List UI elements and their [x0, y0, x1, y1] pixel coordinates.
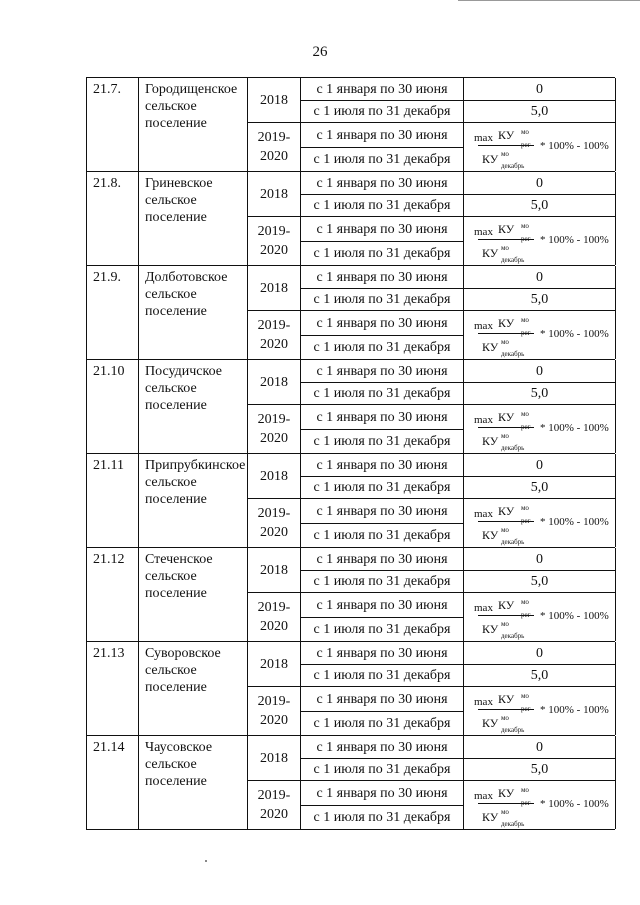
formula-denominator: КУ [482, 340, 499, 354]
formula-numerator-sub: рег [521, 423, 531, 431]
settlement-block [86, 77, 615, 171]
settlement-name: Чаусовское сельское поселение [139, 736, 248, 829]
formula-numerator-sup: мо [521, 316, 529, 324]
formula-denominator: КУ [482, 810, 499, 824]
formula-numerator-sup: мо [521, 410, 529, 418]
growth-formula [464, 499, 616, 547]
value-second-half: 5,0 [464, 571, 616, 593]
period-first-half: с 1 января по 30 июня [301, 360, 464, 383]
settlement-name: Долботовское сельское поселение [139, 266, 248, 359]
settlement-block [86, 453, 615, 547]
settlement-name: Городищенское сельское поселение [139, 78, 248, 171]
year-2019-2020: 2019- 2020 [248, 311, 301, 359]
period-second-half: с 1 июля по 31 декабря [301, 524, 464, 547]
formula-numerator-sub: рег [521, 329, 531, 337]
formula-max: max [474, 790, 493, 802]
year-2019-2020: 2019- 2020 [248, 499, 301, 547]
formula-numerator-sub: рег [521, 235, 531, 243]
year-2018: 2018 [248, 172, 301, 217]
value-second-half: 5,0 [464, 289, 616, 311]
formula-numerator: КУ [498, 598, 515, 612]
year-2018: 2018 [248, 360, 301, 405]
formula-denominator-sup: мо [501, 150, 509, 158]
formula-denominator-sub: декабрь [501, 444, 525, 452]
period-second-half: с 1 июля по 31 декабря [301, 712, 464, 735]
period-second-half: с 1 июля по 31 декабря [301, 759, 464, 781]
period-first-half: с 1 января по 30 июня [301, 593, 464, 618]
period-first-half: с 1 января по 30 июня [301, 687, 464, 712]
formula-max: max [474, 508, 493, 520]
settlement-block [86, 547, 615, 641]
year-2018: 2018 [248, 266, 301, 311]
scan-speck [205, 860, 207, 862]
formula-denominator-sup: мо [501, 808, 509, 816]
period-second-half: с 1 июля по 31 декабря [301, 289, 464, 311]
period-first-half: с 1 января по 30 июня [301, 78, 464, 101]
value-first-half: 0 [464, 360, 616, 383]
period-second-half: с 1 июля по 31 декабря [301, 336, 464, 359]
formula-denominator-sub: декабрь [501, 538, 525, 546]
row-number: 21.12 [87, 548, 139, 641]
formula-numerator: КУ [498, 128, 515, 142]
formula-numerator: КУ [498, 410, 515, 424]
row-number: 21.8. [87, 172, 139, 265]
formula-denominator: КУ [482, 246, 499, 260]
settlement-name: Гриневское сельское поселение [139, 172, 248, 265]
settlement-block [86, 359, 615, 453]
row-number: 21.11 [87, 454, 139, 547]
formula-numerator-sub: рег [521, 141, 531, 149]
settlement-block [86, 735, 615, 830]
period-first-half: с 1 января по 30 июня [301, 454, 464, 477]
row-number: 21.7. [87, 78, 139, 171]
period-second-half: с 1 июля по 31 декабря [301, 477, 464, 499]
tariff-table [86, 77, 615, 830]
period-first-half: с 1 января по 30 июня [301, 266, 464, 289]
formula-numerator-sup: мо [521, 128, 529, 136]
formula-denominator: КУ [482, 622, 499, 636]
year-2018: 2018 [248, 454, 301, 499]
period-first-half: с 1 января по 30 июня [301, 123, 464, 148]
formula-numerator: КУ [498, 222, 515, 236]
formula-denominator-sub: декабрь [501, 256, 525, 264]
formula-denominator: КУ [482, 528, 499, 542]
growth-formula [464, 593, 616, 641]
growth-formula [464, 217, 616, 265]
formula-numerator-sup: мо [521, 222, 529, 230]
period-first-half: с 1 января по 30 июня [301, 217, 464, 242]
value-first-half: 0 [464, 548, 616, 571]
row-number: 21.9. [87, 266, 139, 359]
year-2018: 2018 [248, 548, 301, 593]
period-second-half: с 1 июля по 31 декабря [301, 618, 464, 641]
period-second-half: с 1 июля по 31 декабря [301, 101, 464, 123]
period-first-half: с 1 января по 30 июня [301, 736, 464, 759]
settlement-block [86, 641, 615, 735]
value-first-half: 0 [464, 172, 616, 195]
period-first-half: с 1 января по 30 июня [301, 548, 464, 571]
settlement-name: Посудичское сельское поселение [139, 360, 248, 453]
formula-percent: * 100% - 100% [540, 328, 609, 340]
year-2019-2020: 2019- 2020 [248, 123, 301, 171]
settlement-name: Стеченское сельское поселение [139, 548, 248, 641]
formula-denominator-sup: мо [501, 432, 509, 440]
year-2019-2020: 2019- 2020 [248, 593, 301, 641]
formula-numerator: КУ [498, 316, 515, 330]
formula-max: max [474, 602, 493, 614]
row-number: 21.14 [87, 736, 139, 829]
formula-percent: * 100% - 100% [540, 140, 609, 152]
growth-formula [464, 311, 616, 359]
formula-numerator-sup: мо [521, 786, 529, 794]
year-2018: 2018 [248, 736, 301, 781]
period-second-half: с 1 июля по 31 декабря [301, 148, 464, 171]
formula-denominator-sup: мо [501, 620, 509, 628]
period-second-half: с 1 июля по 31 декабря [301, 665, 464, 687]
settlement-name: Суворовское сельское поселение [139, 642, 248, 735]
row-number: 21.13 [87, 642, 139, 735]
value-first-half: 0 [464, 736, 616, 759]
year-2018: 2018 [248, 642, 301, 687]
period-second-half: с 1 июля по 31 декабря [301, 195, 464, 217]
formula-max: max [474, 414, 493, 426]
formula-numerator-sub: рег [521, 705, 531, 713]
value-first-half: 0 [464, 454, 616, 477]
period-first-half: с 1 января по 30 июня [301, 499, 464, 524]
value-second-half: 5,0 [464, 665, 616, 687]
year-2018: 2018 [248, 78, 301, 123]
formula-denominator: КУ [482, 716, 499, 730]
formula-denominator-sub: декабрь [501, 820, 525, 828]
settlement-block [86, 171, 615, 265]
settlement-block [86, 265, 615, 359]
value-second-half: 5,0 [464, 759, 616, 781]
page-number: 26 [312, 44, 328, 60]
value-second-half: 5,0 [464, 383, 616, 405]
formula-numerator: КУ [498, 504, 515, 518]
period-second-half: с 1 июля по 31 декабря [301, 242, 464, 265]
formula-numerator-sup: мо [521, 692, 529, 700]
top-edge-line [458, 0, 640, 3]
period-second-half: с 1 июля по 31 декабря [301, 383, 464, 405]
formula-percent: * 100% - 100% [540, 422, 609, 434]
formula-denominator-sup: мо [501, 338, 509, 346]
formula-percent: * 100% - 100% [540, 704, 609, 716]
formula-denominator-sub: декабрь [501, 632, 525, 640]
period-second-half: с 1 июля по 31 декабря [301, 806, 464, 829]
formula-numerator-sup: мо [521, 598, 529, 606]
period-first-half: с 1 января по 30 июня [301, 781, 464, 806]
value-second-half: 5,0 [464, 101, 616, 123]
year-2019-2020: 2019- 2020 [248, 217, 301, 265]
formula-denominator-sub: декабрь [501, 162, 525, 170]
formula-max: max [474, 696, 493, 708]
year-2019-2020: 2019- 2020 [248, 781, 301, 829]
formula-denominator-sub: декабрь [501, 726, 525, 734]
settlement-name: Припрубкинское сельское поселение [139, 454, 248, 547]
formula-max: max [474, 132, 493, 144]
formula-denominator-sup: мо [501, 714, 509, 722]
value-first-half: 0 [464, 642, 616, 665]
year-2019-2020: 2019- 2020 [248, 687, 301, 735]
growth-formula [464, 687, 616, 735]
growth-formula [464, 781, 616, 829]
formula-numerator-sub: рег [521, 517, 531, 525]
row-number: 21.10 [87, 360, 139, 453]
value-first-half: 0 [464, 266, 616, 289]
value-second-half: 5,0 [464, 477, 616, 499]
period-second-half: с 1 июля по 31 декабря [301, 571, 464, 593]
formula-denominator-sub: декабрь [501, 350, 525, 358]
value-second-half: 5,0 [464, 195, 616, 217]
formula-max: max [474, 226, 493, 238]
period-first-half: с 1 января по 30 июня [301, 405, 464, 430]
formula-max: max [474, 320, 493, 332]
formula-numerator: КУ [498, 692, 515, 706]
formula-denominator: КУ [482, 152, 499, 166]
period-first-half: с 1 января по 30 июня [301, 311, 464, 336]
formula-numerator-sub: рег [521, 799, 531, 807]
year-2019-2020: 2019- 2020 [248, 405, 301, 453]
formula-percent: * 100% - 100% [540, 234, 609, 246]
formula-percent: * 100% - 100% [540, 516, 609, 528]
value-first-half: 0 [464, 78, 616, 101]
formula-numerator-sub: рег [521, 611, 531, 619]
period-first-half: с 1 января по 30 июня [301, 172, 464, 195]
formula-denominator: КУ [482, 434, 499, 448]
formula-denominator-sup: мо [501, 526, 509, 534]
formula-numerator: КУ [498, 786, 515, 800]
growth-formula [464, 405, 616, 453]
period-second-half: с 1 июля по 31 декабря [301, 430, 464, 453]
period-first-half: с 1 января по 30 июня [301, 642, 464, 665]
formula-denominator-sup: мо [501, 244, 509, 252]
growth-formula [464, 123, 616, 171]
formula-percent: * 100% - 100% [540, 610, 609, 622]
formula-numerator-sup: мо [521, 504, 529, 512]
formula-percent: * 100% - 100% [540, 798, 609, 810]
